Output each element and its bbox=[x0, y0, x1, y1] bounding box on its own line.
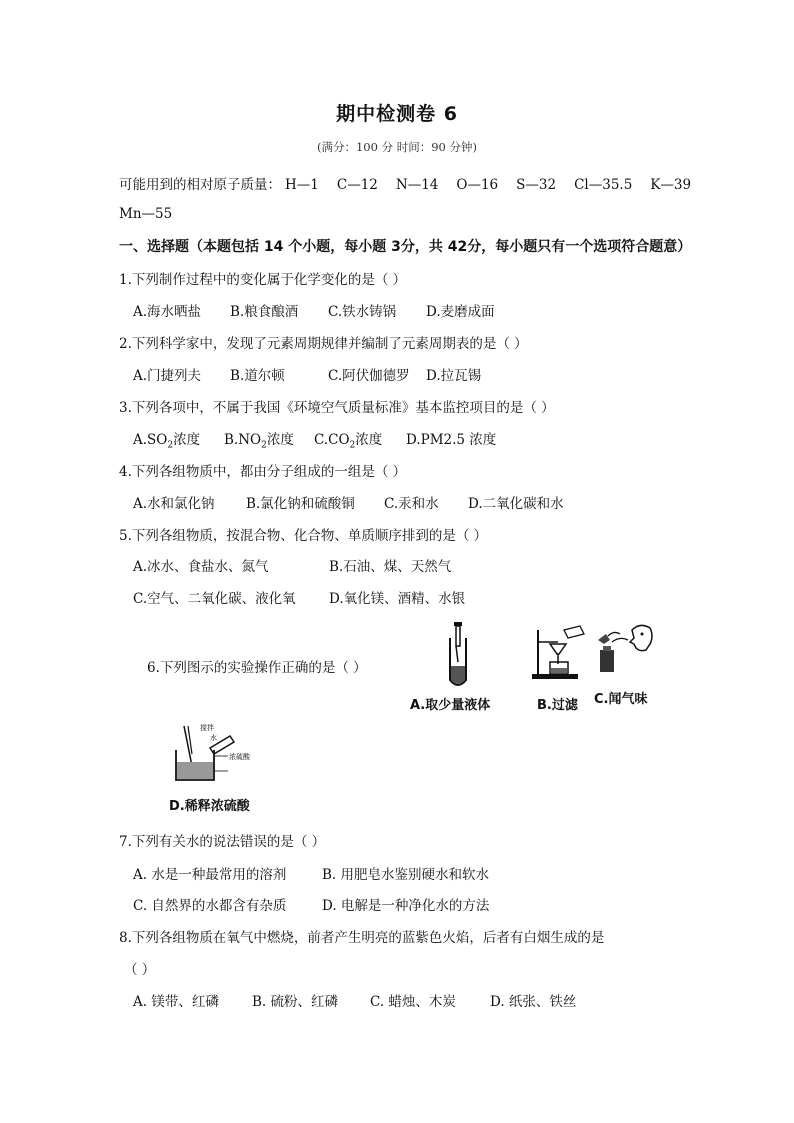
q8-option-a: A. 镁带、红磷 bbox=[133, 994, 219, 1010]
mass-s: S—32 bbox=[516, 177, 557, 193]
mass-o: O—16 bbox=[456, 177, 499, 193]
q1-option-a: A.海水晒盐 bbox=[133, 304, 202, 320]
q7-option-a: A. 水是一种最常用的溶剂 bbox=[133, 867, 287, 883]
q3-option-b bbox=[224, 428, 294, 451]
q2-option-d: D.拉瓦锡 bbox=[426, 368, 482, 384]
mass-n: N—14 bbox=[395, 177, 439, 193]
q5-option-c: C.空气、二氧化碳、液化氧 bbox=[133, 591, 296, 607]
q8-option-c: C. 蜡烛、木炭 bbox=[370, 994, 456, 1010]
atomic-masses-line2: Mn—55 bbox=[119, 206, 173, 222]
mass-k: K—39 bbox=[650, 177, 692, 193]
q7-option-b: B. 用肥皂水鉴别硬水和软水 bbox=[322, 867, 490, 883]
q3-option-d: D.PM2.5 浓度 bbox=[406, 432, 497, 448]
figure-c-smelling bbox=[596, 622, 658, 680]
q3-option-a-text: A.SO bbox=[133, 432, 168, 448]
q3-option-c-suffix: 浓度 bbox=[355, 432, 383, 448]
q2-option-a: A.门捷列夫 bbox=[133, 368, 202, 384]
question-5-stem: 5.下列各组物质，按混合物、化合物、单质顺序排到的是（ ） bbox=[119, 528, 488, 544]
q3-option-a-suffix: 浓度 bbox=[173, 432, 201, 448]
question-8-stem: 8.下列各组物质在氧气中燃烧，前者产生明亮的蓝紫色火焰，后者有白烟生成的是 bbox=[119, 930, 605, 946]
question-8-stem-cont: （ ） bbox=[124, 962, 156, 978]
atomic-masses-line bbox=[119, 173, 691, 193]
q1-option-c: C.铁水铸锅 bbox=[328, 304, 397, 320]
q7-option-d: D. 电解是一种净化水的方法 bbox=[322, 898, 490, 914]
figure-d-dilution bbox=[172, 724, 252, 784]
q3-option-c bbox=[314, 428, 382, 451]
q3-option-b-suffix: 浓度 bbox=[266, 432, 294, 448]
q1-option-d: D.麦磨成面 bbox=[426, 304, 495, 320]
q8-option-b: B. 硫粉、红磷 bbox=[252, 994, 339, 1010]
q8-option-d: D. 纸张、铁丝 bbox=[490, 994, 577, 1010]
page-title: 期中检测卷 6 bbox=[336, 103, 458, 125]
figure-b-filtration bbox=[528, 624, 588, 682]
question-2-stem: 2.下列科学家中，发现了元素周期规律并编制了元素周期表的是（ ） bbox=[119, 336, 528, 352]
figure-a-test-tube bbox=[440, 622, 480, 688]
atomic-masses-label: 可能用到的相对原子质量： bbox=[119, 177, 281, 193]
figure-b-label: B.过滤 bbox=[537, 698, 578, 713]
q2-option-b: B.道尔顿 bbox=[230, 368, 285, 384]
mass-c: C—12 bbox=[336, 177, 378, 193]
section-heading: 一、选择题（本题包括 14 个小题，每小题 3分，共 42分，每小题只有一个选项符合题意） bbox=[119, 239, 692, 255]
figure-c-label: C.闻气味 bbox=[594, 692, 648, 707]
figure-a-label: A.取少量液体 bbox=[410, 698, 491, 713]
q5-option-a: A.冰水、食盐水、氮气 bbox=[133, 559, 269, 575]
q4-option-d: D.二氧化碳和水 bbox=[468, 496, 564, 512]
q1-option-b: B.粮食酿酒 bbox=[230, 304, 299, 320]
fig-d-label-water: 水 bbox=[210, 734, 217, 742]
question-6-stem: 6.下列图示的实验操作正确的是（ ） bbox=[147, 660, 367, 676]
fig-d-label-acid: 浓硫酸 bbox=[229, 753, 250, 761]
q5-option-b: B.石油、煤、天然气 bbox=[329, 559, 452, 575]
q4-option-c: C.汞和水 bbox=[384, 496, 439, 512]
q5-option-d: D.氧化镁、酒精、水银 bbox=[329, 591, 466, 607]
q3-option-b-sub: 2 bbox=[261, 440, 267, 451]
q3-option-b-text: B.NO bbox=[224, 432, 262, 448]
q4-option-b: B.氯化钠和硫酸铜 bbox=[246, 496, 355, 512]
page-subtitle: (满分：100 分 时间：90 分钟) bbox=[316, 140, 478, 154]
fig-d-label-stir: 搅拌 bbox=[200, 724, 214, 732]
q3-option-a-sub: 2 bbox=[167, 440, 174, 451]
q3-option-c-text: C.CO bbox=[314, 432, 350, 448]
figure-d-label: D.稀释浓硫酸 bbox=[169, 799, 250, 814]
q2-option-c: C.阿伏伽德罗 bbox=[328, 368, 410, 384]
mass-cl: Cl—35.5 bbox=[574, 177, 633, 193]
q3-option-c-sub: 2 bbox=[349, 440, 356, 451]
q3-option-a bbox=[133, 428, 200, 451]
q7-option-c: C. 自然界的水都含有杂质 bbox=[133, 898, 287, 914]
question-7-stem: 7.下列有关水的说法错误的是（ ） bbox=[119, 834, 326, 850]
question-1-stem: 1.下列制作过程中的变化属于化学变化的是（ ） bbox=[119, 272, 407, 288]
question-4-stem: 4.下列各组物质中，都由分子组成的一组是（ ） bbox=[119, 464, 407, 480]
q4-option-a: A.水和氯化钠 bbox=[133, 496, 215, 512]
mass-h: H—1 bbox=[285, 177, 319, 193]
question-3-stem: 3.下列各项中，不属于我国《环境空气质量标准》基本监控项目的是（ ） bbox=[119, 400, 555, 416]
